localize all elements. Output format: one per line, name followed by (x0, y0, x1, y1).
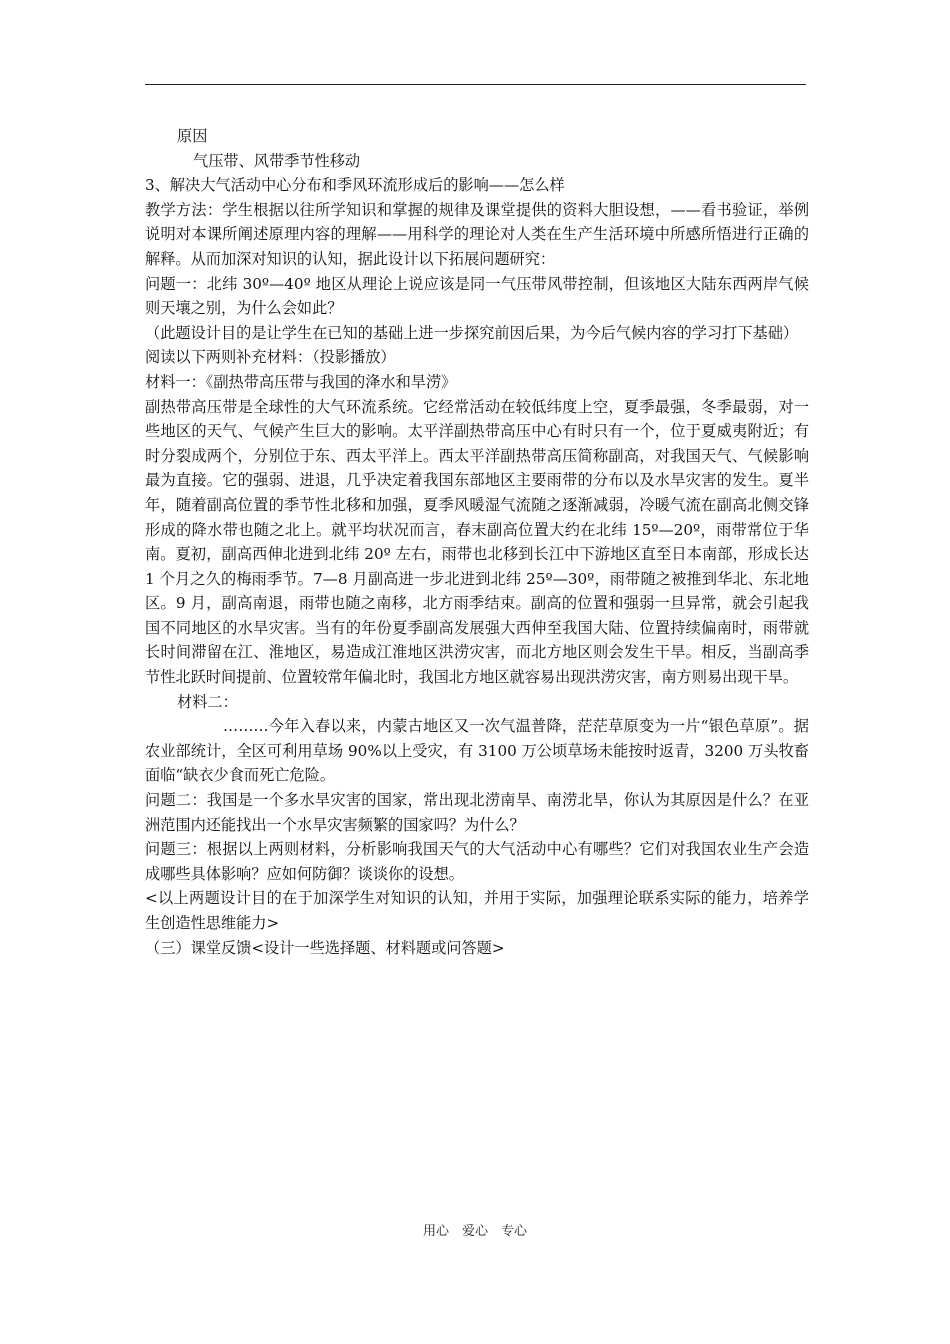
subheading-seasonal-shift: 气压带、风带季节性移动 (193, 151, 361, 170)
material-two-title: 材料二： (177, 692, 238, 711)
question-one: 问题一：北纬 30º—40º 地区从理论上说应该是同一气压带风带控制，但该地区大陆东西两岸气候则天壤之别，为什么会如此？ (145, 274, 809, 318)
header-rule (145, 84, 806, 85)
question-two: 问题二：我国是一个多水旱灾害的国家，常出现北涝南旱、南涝北旱，你认为其原因是什么？在亚洲范围内还能找出一个水旱灾害频繁的国家吗？为什么？ (145, 791, 809, 834)
supplementary-material-intro: 阅读以下两则补充材料：（投影播放） (145, 348, 396, 367)
material-one-body: 副热带高压带是全球性的大气环流系统。它经常活动在较低纬度上空，夏季最强，冬季最弱，对一些地区的天气、气候产生巨大的影响。太平洋副热带高压中心有时只有一个，位于夏威夷附近；有时分裂成两个，分别位于东、西太平洋上。西太平洋副热带高压简称副高，对我国天气、气候影响最为直接。它的强弱、进退，几乎决定着我国东部地区主要雨带的分布以及水旱灾害的发生。夏半年，随着副高位置的季节性北移和加强，夏季风暖湿气流随之逐渐减弱，冷暖气流在副高北侧交锋形成的降水带也随之北上。就平均状况而言，春末副高位置大约在北纬 15º—20º，雨带常位于华南。夏初，副高西伸北进到北纬 20º 左右，雨带也北移到长江中下游地区直至日本南部，形成长达 1 个月之久的梅雨季节。7—8 月副高进一步北进到北纬 25º—30º，雨带随之被推到华北、东北地区。9 月，副高南退，雨带也随之南移，北方雨季结束。副高的位置和强弱一旦异常，就会引起我国不同地区的水旱灾害。当有的年份夏季副高发展强大西伸至我国大陆、位置持续偏南时，雨带就长时间滞留在江、淮地区，易造成江淮地区洪涝灾害，而北方地区则会发生干旱。相反，当副高季节性北跃时间提前、位置较常年偏北时，我国北方地区就容易出现洪涝灾害，南方则易出现干旱。 (145, 397, 809, 687)
material-one-title: 材料一：《副热带高压带与我国的洚水和旱涝》 (145, 372, 457, 391)
classroom-feedback-heading: （三）课堂反馈<设计一些选择题、材料题或问答题> (145, 938, 505, 957)
material-two-body: ………今年入春以来，内蒙古地区又一次气温普降，茫茫草原变为一片“银色草原”。据农业部统计，全区可利用草场 90%以上受灾，有 3100 万公顷草场未能按时返青，3200 万头牧畜面临“缺衣少食而死亡危险。 (145, 717, 809, 785)
question-three: 问题三：根据以上两则材料，分析影响我国天气的大气活动中心有哪些？它们对我国农业生产会造成哪些具体影响？应如何防御？谈谈你的设想。 (145, 840, 809, 883)
question-one-purpose: （此题设计目的是让学生在已知的基础上进一步探究前因后果，为今后气候内容的学习打下基础） (145, 323, 799, 342)
teaching-method-paragraph: 教学方法：学生根据以往所学知识和掌握的规律及课堂提供的资料大胆设想，——看书验证，举例说明对本课所阐述原理内容的理解——用科学的理论对人类在生产生活环境中所感所悟进行正确的解释。从而加深对知识的认知，据此设计以下拓展问题研究： (145, 200, 809, 268)
design-purpose-note: <以上两题设计目的在于加深学生对知识的认知，并用于实际，加强理论联系实际的能力，培养学生创造性思维能力> (145, 889, 809, 932)
page-footer: 用心 爱心 专心 (422, 1224, 527, 1239)
heading-reason: 原因 (177, 127, 208, 145)
section-3-heading: 3、解决大气活动中心分布和季风环流形成后的影响——怎么样 (145, 176, 565, 195)
document-body (145, 124, 809, 960)
